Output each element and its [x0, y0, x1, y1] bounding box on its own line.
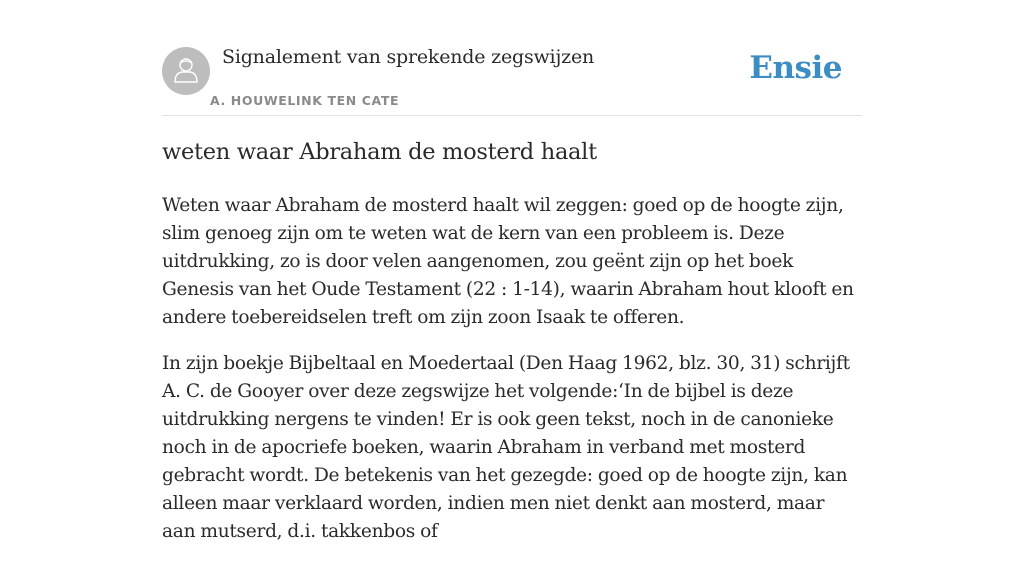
- ensie-logo[interactable]: Ensie: [749, 50, 842, 86]
- user-silhouette-icon: [162, 47, 210, 95]
- article-paragraph: Weten waar Abraham de mosterd haalt wil zeggen: goed op de hoogte zijn, slim genoeg zijn om te weten wat de kern van een probleem is. Deze uitdrukking, zo is door velen aangenomen, zou geënt zijn op het boek Genesis van het Oude Testament (22 : 1-14), waarin Abraham hout klooft en andere toebereidselen treft om zijn zoon Isaak te offeren.: [162, 195, 854, 328]
- article-paragraph: In zijn boekje Bijbeltaal en Moedertaal (Den Haag 1962, blz. 30, 31) schrijft A. C. de Gooyer over deze zegswijze het volgende:‘In de bijbel is deze uitdrukking nergens te vinden! Er is ook geen tekst, noch in de canonieke noch in de apocriefe boeken, waarin Abraham in verband met mosterd gebracht wordt. De betekenis van het gezegde: goed op de hoogte zijn, kan alleen maar verklaard worden, indien men niet denkt aan mosterd, maar aan mutserd, d.i. takkenbos of: [162, 353, 850, 542]
- source-header: [162, 46, 862, 116]
- author-name[interactable]: A. HOUWELINK TEN CATE: [210, 93, 400, 108]
- source-title[interactable]: Signalement van sprekende zegswijzen: [222, 46, 595, 68]
- article-title: weten waar Abraham de mosterd haalt: [162, 139, 597, 165]
- article-body: [162, 192, 862, 564]
